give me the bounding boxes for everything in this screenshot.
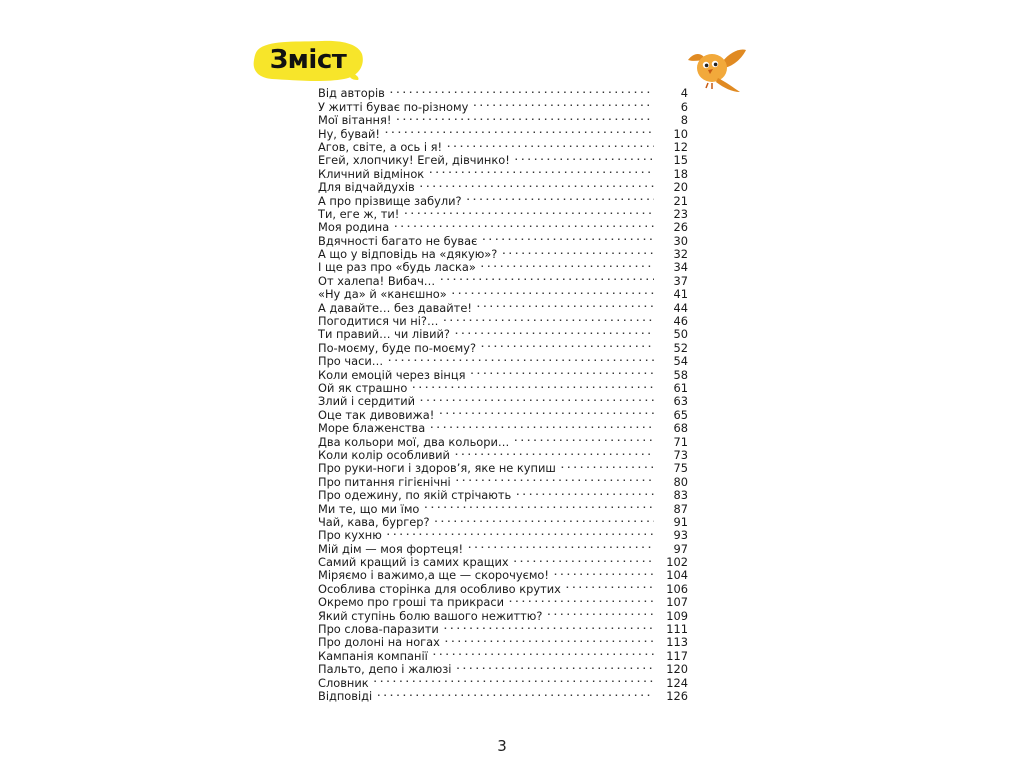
toc-entry (318, 111, 688, 128)
toc-entry (318, 124, 688, 141)
dot-leader (447, 138, 654, 151)
dot-leader (424, 499, 654, 512)
toc-entry (318, 539, 688, 556)
toc-entry-page: 68 (673, 421, 688, 436)
toc-entry-page: 37 (673, 273, 688, 288)
toc-entry-title: Мої вітання! (318, 113, 392, 128)
toc-entry-page: 109 (666, 608, 688, 623)
toc-entry-page: 52 (673, 340, 688, 355)
dot-leader (420, 178, 654, 191)
toc-entry-page: 104 (666, 568, 688, 583)
toc-entry-page: 124 (666, 675, 688, 690)
toc-entry-page: 65 (673, 407, 688, 422)
toc-entry-title: Про кухню (318, 528, 382, 543)
dot-leader (445, 633, 654, 646)
toc-entry (318, 660, 688, 677)
toc-entry (318, 472, 688, 489)
toc-entry-page: 20 (673, 180, 688, 195)
page-number: 3 (497, 737, 507, 755)
dot-leader (456, 660, 654, 673)
dot-leader (468, 539, 654, 552)
dot-leader (377, 687, 654, 700)
toc-entry (318, 298, 688, 315)
toc-entry-title: Самий кращий із самих кращих (318, 555, 509, 570)
toc-entry-title: Ну, бувай! (318, 126, 380, 141)
toc-entry (318, 446, 688, 462)
dot-leader (515, 151, 654, 164)
toc-entry (318, 271, 688, 288)
toc-entry-title: Два кольори мої, два кольори… (318, 434, 510, 449)
toc-entry (318, 606, 688, 623)
toc-entry-page: 102 (666, 555, 688, 570)
dot-leader (430, 419, 654, 432)
toc-entry (318, 97, 688, 114)
toc-entry-page: 32 (673, 247, 688, 262)
table-of-contents (318, 84, 688, 703)
toc-entry-page: 120 (666, 662, 688, 677)
toc-entry (318, 352, 688, 369)
toc-entry-page: 12 (673, 139, 688, 154)
toc-entry (318, 646, 688, 663)
dot-leader (566, 579, 654, 592)
toc-entry-title: Про одежину, по якій стрічають (318, 488, 512, 503)
toc-entry-title: «Ну да» й «канєшно» (318, 287, 447, 302)
toc-entry-page: 61 (673, 380, 688, 395)
dot-leader (404, 205, 654, 218)
toc-entry (318, 633, 688, 650)
contents-header (252, 38, 364, 82)
toc-entry (318, 432, 688, 449)
toc-entry-title: Від авторів (318, 86, 385, 101)
toc-entry-title: От халепа! Вибач… (318, 273, 436, 288)
toc-entry-title: Оце так дивовижа! (318, 407, 435, 422)
dot-leader (433, 646, 654, 659)
dot-leader (514, 432, 654, 445)
toc-entry-title: Про руки-ноги і здоров’я, яке не купиш (318, 461, 556, 476)
toc-entry-title: Словник (318, 675, 369, 690)
dot-leader (388, 352, 654, 365)
toc-entry-title: Окремо про гроші та прикраси (318, 595, 504, 610)
toc-entry (318, 178, 688, 195)
toc-entry-title: Коли колір особливий (318, 447, 450, 462)
toc-entry-title: А про прізвище забули? (318, 193, 462, 208)
toc-entry-page: 46 (673, 314, 688, 329)
toc-entry-page: 58 (673, 367, 688, 382)
toc-entry-title: Кличний відмінок (318, 166, 425, 181)
toc-entry-title: По-моєму, буде по-моєму? (318, 340, 477, 355)
dot-leader (455, 325, 654, 338)
dot-leader (502, 245, 654, 258)
toc-entry-page: 63 (673, 394, 688, 409)
toc-entry (318, 673, 688, 690)
toc-entry-page: 23 (673, 206, 688, 221)
toc-entry (318, 593, 688, 610)
toc-entry (318, 579, 688, 596)
toc-entry-title: Ти, еге ж, ти! (318, 206, 400, 221)
toc-entry-page: 8 (680, 113, 688, 128)
toc-entry-page: 117 (666, 648, 688, 663)
toc-entry-title: І ще раз про «будь ласка» (318, 260, 476, 275)
toc-entry-title: А що у відповідь на «дякую»? (318, 247, 498, 262)
toc-entry (318, 258, 688, 275)
toc-entry-title: Кампанія компанії (318, 648, 428, 663)
toc-entry-page: 34 (673, 260, 688, 275)
dot-leader (429, 164, 654, 177)
toc-entry (318, 553, 688, 570)
toc-entry (318, 379, 688, 395)
toc-entry-page: 80 (673, 474, 688, 489)
toc-entry-title: Злий і сердитий (318, 394, 416, 409)
dot-leader (456, 472, 654, 485)
toc-entry-title: Чай, кава, бургер? (318, 514, 430, 529)
dot-leader (481, 258, 654, 271)
toc-entry-page: 106 (666, 581, 688, 596)
dot-leader (554, 566, 654, 579)
dot-leader (455, 446, 654, 459)
toc-entry-title: Міряємо і важимо,а ще — скорочуємо! (318, 568, 549, 583)
toc-entry (318, 405, 688, 422)
dot-leader (374, 673, 654, 686)
dot-leader (396, 111, 654, 124)
dot-leader (473, 97, 654, 110)
toc-entry (318, 419, 688, 436)
toc-entry-title: Вдячності багато не буває (318, 233, 478, 248)
toc-entry-page: 91 (673, 514, 688, 529)
dot-leader (509, 593, 654, 606)
toc-entry (318, 138, 688, 154)
toc-entry-page: 87 (673, 501, 688, 516)
toc-entry (318, 513, 688, 529)
toc-entry-title: Про долоні на ногах (318, 635, 440, 650)
toc-entry (318, 205, 688, 221)
dot-leader (482, 231, 654, 244)
toc-entry-title: Моя родина (318, 220, 390, 235)
dot-leader (435, 513, 655, 526)
toc-entry (318, 312, 688, 329)
toc-entry-title: Для відчайдухів (318, 180, 415, 195)
toc-entry-page: 54 (673, 354, 688, 369)
bird-icon (682, 38, 748, 94)
dot-leader (452, 285, 654, 298)
toc-entry-title: Про часи… (318, 354, 384, 369)
toc-entry-title: Ти правий… чи лівий? (318, 327, 450, 342)
toc-entry-page: 26 (673, 220, 688, 235)
toc-entry-page: 113 (666, 635, 688, 650)
toc-entry-page: 126 (666, 688, 688, 703)
dot-leader (412, 379, 654, 392)
dot-leader (516, 486, 654, 499)
dot-leader (440, 271, 654, 284)
toc-entry (318, 526, 688, 543)
toc-entry-page: 83 (673, 488, 688, 503)
dot-leader (470, 365, 654, 378)
toc-entry (318, 325, 688, 342)
toc-entry-page: 18 (673, 166, 688, 181)
toc-entry (318, 620, 688, 637)
toc-entry-title: Егей, хлопчику! Егей, дівчинко! (318, 153, 510, 168)
dot-leader (477, 298, 654, 311)
toc-entry-page: 41 (673, 287, 688, 302)
toc-entry-page: 111 (666, 622, 688, 637)
toc-entry-page: 44 (673, 300, 688, 315)
toc-entry (318, 499, 688, 516)
toc-entry (318, 392, 688, 409)
dot-leader (514, 553, 654, 566)
dot-leader (390, 84, 654, 97)
dot-leader (385, 124, 654, 137)
toc-entry-title: Відповіді (318, 688, 373, 703)
toc-entry (318, 245, 688, 262)
toc-entry-title: Агов, світе, а ось і я! (318, 139, 443, 154)
toc-entry-page: 15 (673, 153, 688, 168)
toc-entry-page: 10 (673, 126, 688, 141)
toc-entry-page: 75 (673, 461, 688, 476)
toc-entry-title: Погодитися чи ні?… (318, 314, 439, 329)
toc-entry-page: 73 (673, 447, 688, 462)
toc-entry-page: 6 (680, 99, 688, 114)
toc-entry-title: У житті буває по-різному (318, 99, 469, 114)
toc-entry (318, 459, 688, 476)
toc-entry (318, 338, 688, 355)
dot-leader (467, 191, 654, 204)
toc-entry (318, 285, 688, 302)
toc-entry-page: 93 (673, 528, 688, 543)
toc-entry (318, 84, 688, 101)
toc-entry (318, 151, 688, 168)
toc-entry-title: Ми те, що ми їмо (318, 501, 420, 516)
toc-entry-page: 21 (673, 193, 688, 208)
dot-leader (561, 459, 654, 472)
dot-leader (387, 526, 654, 539)
toc-entry (318, 365, 688, 382)
toc-entry (318, 486, 688, 503)
toc-entry (318, 687, 688, 703)
toc-entry-page: 30 (673, 233, 688, 248)
dot-leader (481, 338, 654, 351)
toc-entry-page: 50 (673, 327, 688, 342)
toc-entry-title: А давайте… без давайте! (318, 300, 472, 315)
toc-entry-title: Який ступінь болю вашого нежиттю? (318, 608, 543, 623)
toc-entry (318, 218, 688, 235)
dot-leader (439, 405, 654, 418)
toc-entry (318, 231, 688, 248)
dot-leader (443, 312, 654, 325)
toc-entry-page: 97 (673, 541, 688, 556)
toc-entry-title: Про питання гігієнічні (318, 474, 451, 489)
toc-entry-title: Особлива сторінка для особливо крутих (318, 581, 561, 596)
toc-entry (318, 191, 688, 208)
page-title: Зміст (269, 45, 347, 75)
toc-entry-title: Про слова-паразити (318, 622, 439, 637)
toc-entry-title: Море блаженства (318, 421, 426, 436)
dot-leader (547, 606, 654, 619)
toc-entry (318, 164, 688, 181)
dot-leader (420, 392, 654, 405)
toc-entry (318, 566, 688, 583)
toc-entry-title: Пальто, депо і жалюзі (318, 662, 452, 677)
dot-leader (444, 620, 654, 633)
toc-entry-page: 71 (673, 434, 688, 449)
toc-entry-title: Ой як страшно (318, 380, 408, 395)
toc-entry-title: Мій дім — моя фортеця! (318, 541, 464, 556)
dot-leader (394, 218, 654, 231)
toc-entry-page: 4 (680, 86, 688, 101)
toc-entry-title: Коли емоцій через вінця (318, 367, 466, 382)
toc-entry-page: 107 (666, 595, 688, 610)
